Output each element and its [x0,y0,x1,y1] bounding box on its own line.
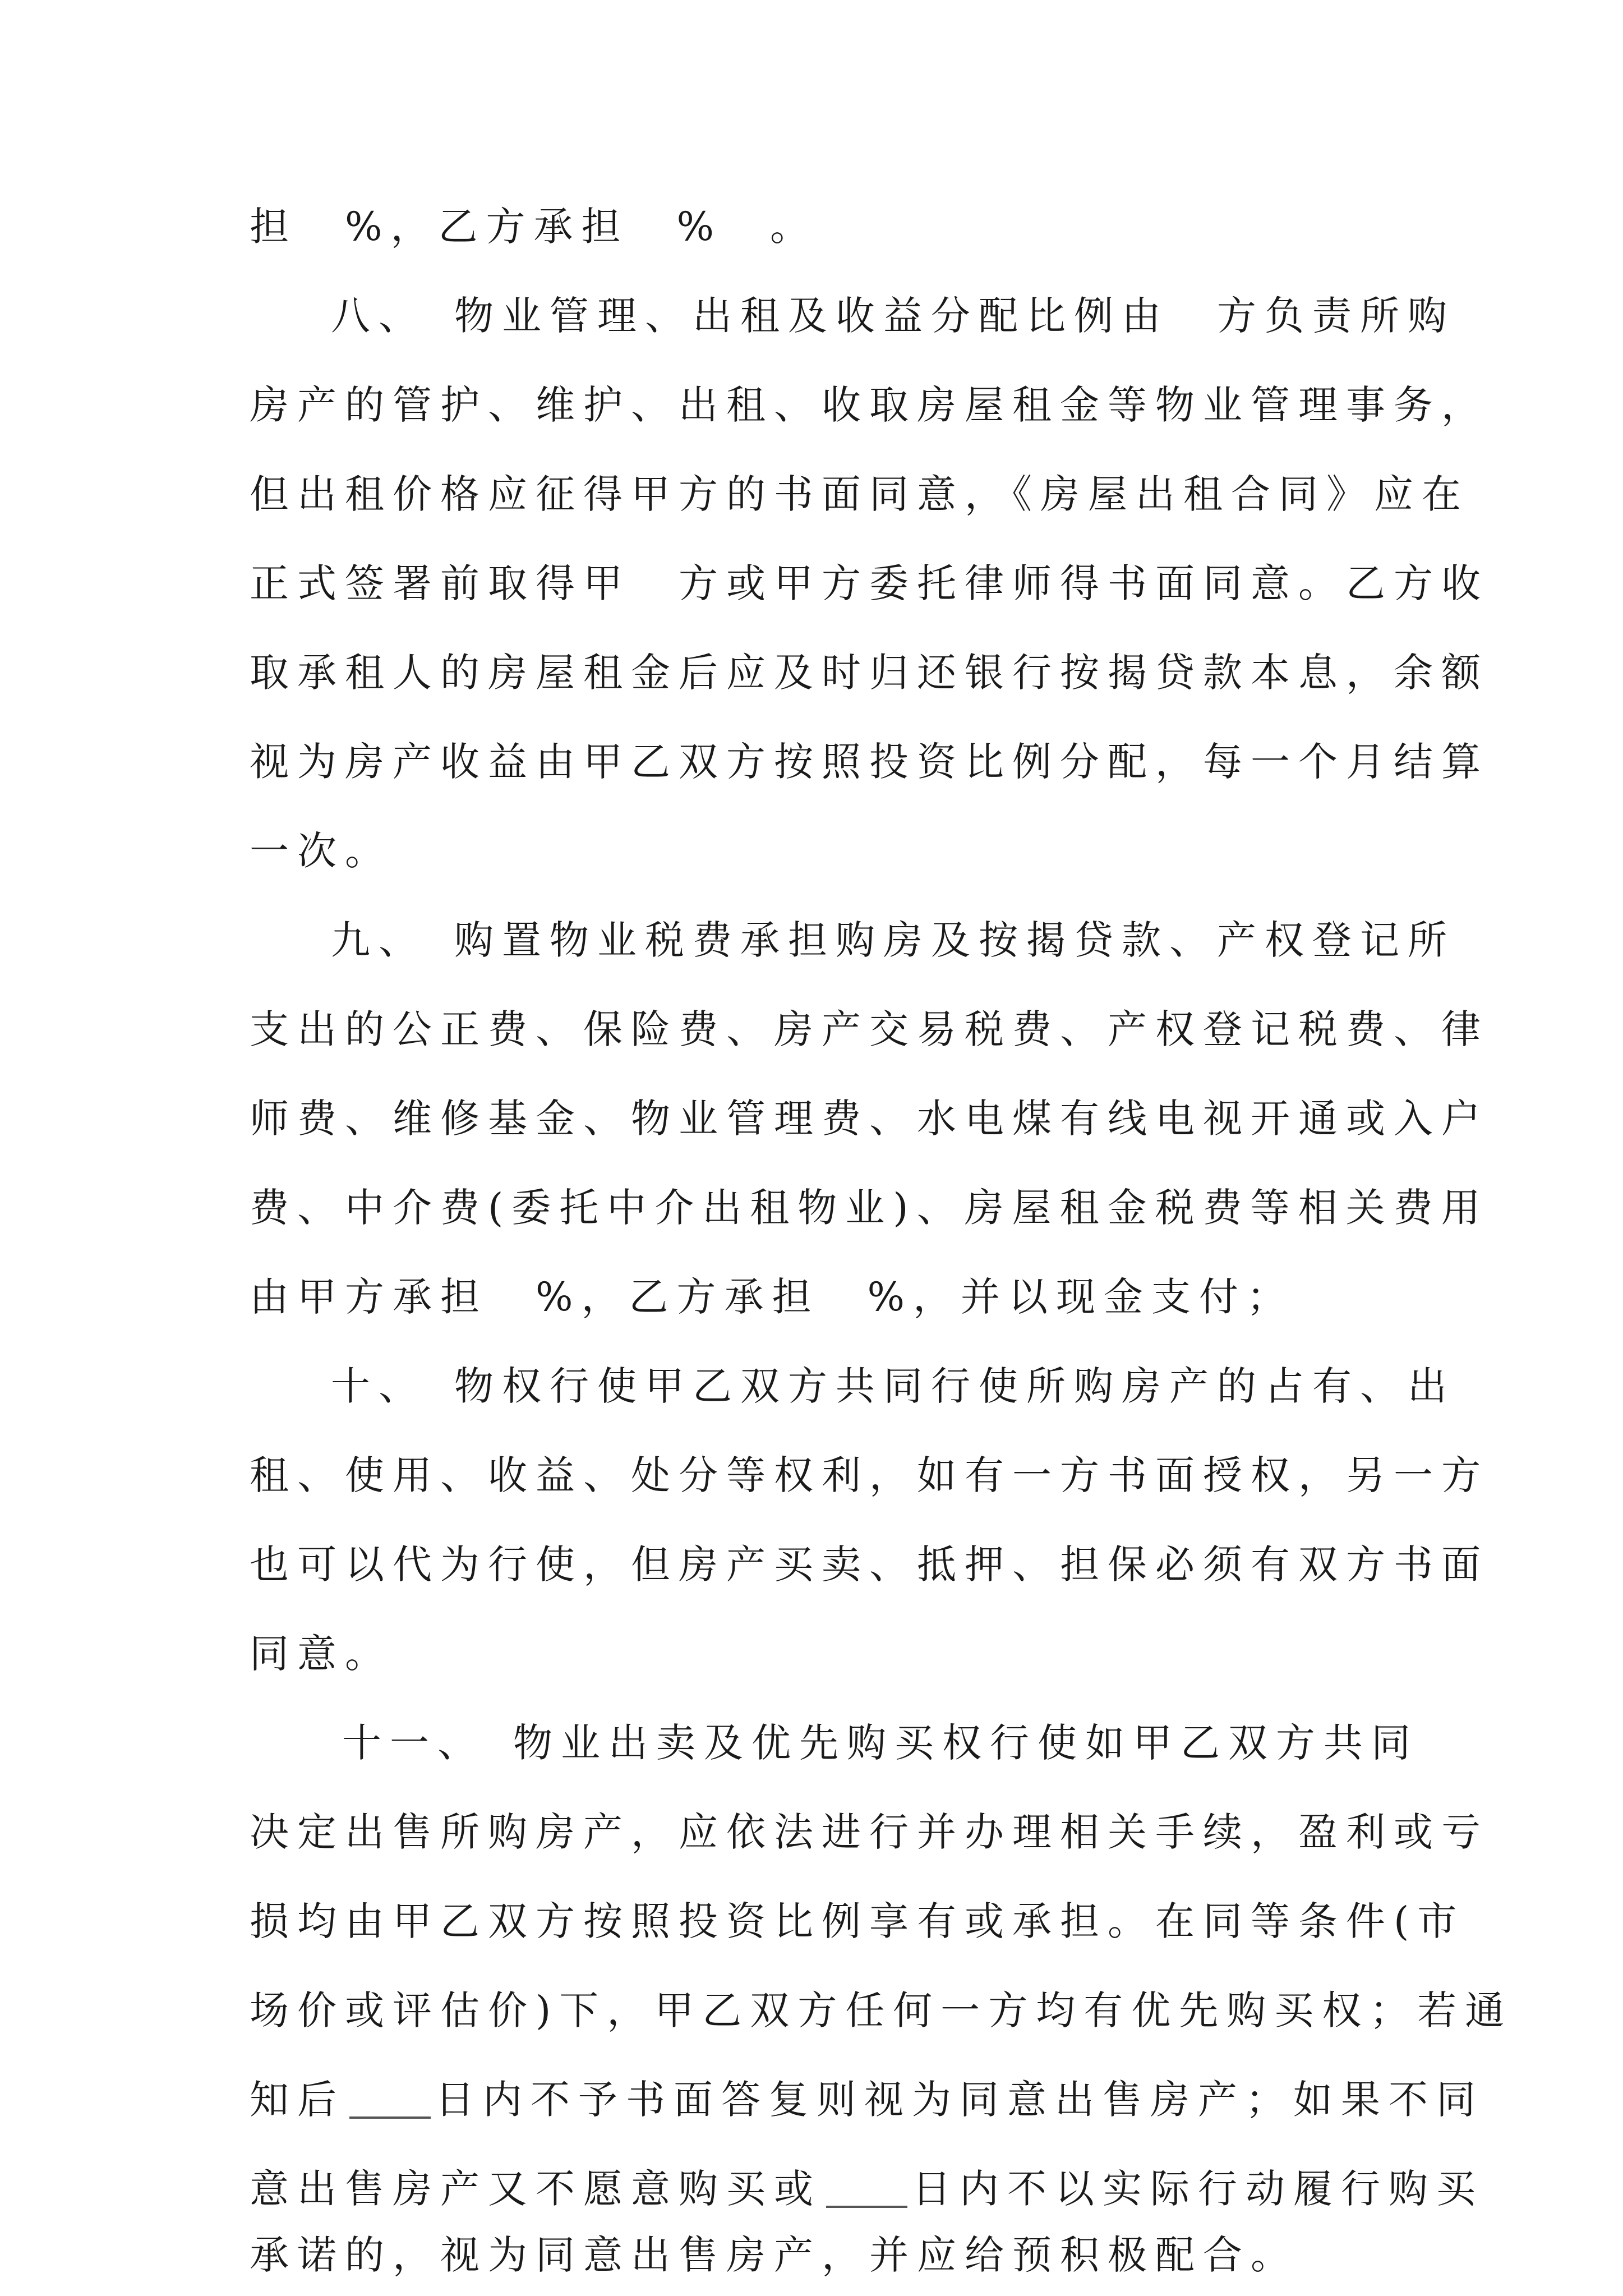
text-line: 但出租价格应征得甲方的书面同意，《房屋出租合同》应在 [250,471,1469,517]
text-line: 承诺的，视为同意出售房产，并应给预积极配合。 [250,2232,1298,2278]
text-line: 也可以代为行使，但房产买卖、抵押、担保必须有双方书面 [250,1542,1489,1588]
text-line: 师费、维修基金、物业管理费、水电煤有线电视开通或入户 [250,1096,1489,1142]
text-line: 视为房产收益由甲乙双方按照投资比例分配，每一个月结算 [250,739,1489,785]
text-line: 损均由甲乙双方按照投资比例享有或承担。在同等条件(市 [250,1898,1465,1944]
text-line: 由甲方承担 %，乙方承担 %，并以现金支付； [250,1274,1295,1320]
clause-9-heading-line: 九、 购置物业税费承担购房及按揭贷款、产权登记所 [331,917,1455,963]
text-line: 同意。 [250,1631,393,1677]
text-line: 一次。 [250,828,393,874]
text-line: 房产的管护、维护、出租、收取房屋租金等物业管理事务， [250,382,1489,428]
clause-11-heading-line: 十一、 物业出卖及优先购买权行使如甲乙双方共同 [342,1720,1419,1766]
fill-in-blank [349,2116,431,2119]
text-line-with-blank [250,2066,1484,2133]
text-line-with-blank [250,2155,1484,2223]
text-segment: 日内不予书面答复则视为同意出售房产；如果不同 [435,2077,1484,2123]
clause-8-heading-line: 八、 物业管理、出租及收益分配比例由 方负责所购 [331,293,1455,339]
text-line: 支出的公正费、保险费、房产交易税费、产权登记税费、律 [250,1006,1489,1052]
text-line: 租、使用、收益、处分等权利，如有一方书面授权，另一方 [250,1452,1489,1498]
text-segment: 日内不以实际行动履行购买 [912,2166,1484,2212]
text-line: 取承租人的房屋租金后应及时归还银行按揭贷款本息，余额 [250,650,1489,696]
text-line: 担 %，乙方承担 % 。 [250,204,818,250]
text-segment: 意出售房产又不愿意购买或 [250,2166,822,2212]
text-segment: 知后 [250,2077,345,2123]
text-line: 费、中介费(委托中介出租物业)、房屋租金税费等相关费用 [250,1185,1489,1231]
text-line: 正式签署前取得甲 方或甲方委托律师得书面同意。乙方收 [250,560,1489,606]
text-line: 场价或评估价)下，甲乙双方任何一方均有优先购买权；若通 [250,1987,1513,2033]
text-line: 决定出售所购房产，应依法进行并办理相关手续，盈利或亏 [250,1809,1489,1855]
clause-10-heading-line: 十、 物权行使甲乙双方共同行使所购房产的占有、出 [331,1363,1455,1409]
fill-in-blank [826,2206,907,2208]
